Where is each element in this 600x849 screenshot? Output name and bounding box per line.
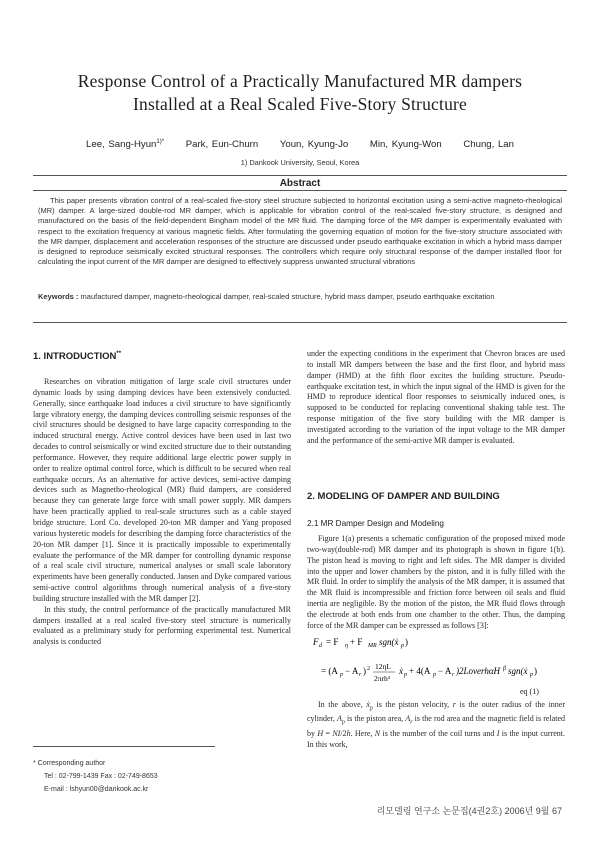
page-footer: 리모델링 연구소 논문집(4권2호) 2006년 9월 67 <box>376 806 562 816</box>
author: Youn, Kyung-Jo <box>279 139 349 151</box>
svg-text:): ) <box>363 666 366 676</box>
svg-text:MR: MR <box>368 643 377 649</box>
right-column <box>307 349 565 447</box>
svg-text:− A: − A <box>345 666 359 676</box>
author-list <box>0 139 600 150</box>
footnote-divider <box>33 746 215 747</box>
left-column <box>33 377 291 648</box>
svg-text:= (A: = (A <box>321 666 338 676</box>
footnote <box>33 757 158 796</box>
keywords-label: Keywords : <box>38 292 79 301</box>
svg-text:p: p <box>530 672 533 678</box>
divider <box>33 175 567 176</box>
svg-text:+ F: + F <box>350 637 363 647</box>
svg-text:)2LoverhαH: )2LoverhαH <box>456 666 501 676</box>
paragraph: In the above, ẋ$_p$ is the piston velocity, r is the outer radius of the inner cylinder, $A_p$ is the piston area, $A_r$ is the rod area and the magnetic field is related by H = NI/2h. Here, N is the number of the coil turns and I is the input current. In this work, <box>307 700 566 749</box>
svg-text:sgn(ẋ: sgn(ẋ <box>508 666 528 676</box>
svg-text:β: β <box>503 666 506 672</box>
footnote-line: Tel : 02-799-1439 Fax : 02-749-8653 <box>44 773 158 780</box>
svg-text:d: d <box>319 643 322 649</box>
svg-text:= F: = F <box>326 637 339 647</box>
abstract-heading: Abstract <box>279 178 321 189</box>
footnote-line: E-mail : lshyun00@dankook.ac.kr <box>44 786 149 793</box>
footnote-line: * Corresponding author <box>33 760 106 767</box>
svg-text:− A: − A <box>438 666 452 676</box>
divider <box>33 322 567 323</box>
subsection-heading: 2.1 MR Damper Design and Modeling <box>307 519 444 528</box>
section-heading: 1. INTRODUCTION** <box>33 351 122 363</box>
divider <box>33 190 567 191</box>
svg-text:sgn(ẋ: sgn(ẋ <box>379 637 399 647</box>
svg-text:p: p <box>433 672 436 678</box>
svg-text:+ 4(A: + 4(A <box>409 666 431 676</box>
svg-text:ẋ: ẋ <box>399 666 403 676</box>
paragraph: In this study, the control performance of the practically manufactured MR dampers installed at a real scaled five-story steel structure is numerically evaluated as a preliminary study for performing experimental test. Numerical analysis is conducted <box>33 604 291 647</box>
paper-title <box>0 70 600 116</box>
paragraph: under the expecting conditions in the experiment that Chevron braces are used to install MR dampers between the base and the first floor, and hybrid mass damper (HMD) at the fifth floor excites the building structure. Pseudo-earthquake excitation test, in which the input signal of the HMD is given for the HMD to reproduce identical floor responses to seismically induced ones, is supposed to be conducted for replacing conventional shaking table test. The response mitigation of the five story building with the MR damper is investigated according to the variation of the input voltage to the MR damper and the performance of the semi-active MR damper is evaluated. <box>307 349 565 445</box>
svg-text:): ) <box>534 666 537 676</box>
paragraph: Researches on vibration mitigation of large scale civil structures under dynamic loads by using damping devices have been extensively conducted. Generally, since earthquake load induces a civil structure to have significantly large vibratory energy, the damping devices controlling seismic responses of the civil structures should be designed to have large capacity corresponding to the induced structural energy. Active control devices have been used in last two decades to control seismically or wind excited structure due to their outstanding performance. However, they require additional large electric power supply in order to realize optimal control force, which is difficult to be secured when real earthquake occurs. As an alternative for active devices, semi-active damping devices such as Magnetho-rheological (MR) fluid dampers, are considered because they can generate large force with small power supply. MR dampers have been practically applied to real-scale structures such as a cable stayed bridge structure. Lord Co. developed 20-ton MR damper and Yang proposed various hysteretic models for describing the damping force characteristics of the 20-ton MR damper [1]. Since it is practically impossible to experimentally evaluate the performance of the MR damper for controlling dynamic response of a real scale civil structure, numerical analyses or small scale laboratory experiments have been generally conducted. Jansen and Dyke compared various semi-active control algorithms through numerical analysis of a five-story building structure installed with the MR damper [2]. <box>33 377 291 603</box>
svg-text:): ) <box>405 637 408 647</box>
author: Min, Kyung-Won <box>369 139 442 151</box>
svg-text:r: r <box>452 672 455 678</box>
author: Lee, Sang-Hyun$^{1)*}$ <box>86 139 165 151</box>
svg-text:η: η <box>345 643 348 649</box>
abstract-text: This paper presents vibration control of a real-scaled five-story steel structure subjected to horizontal excitation using a semi-active magneto-rheological (MR) damper. A large-sized double-rod MR damper, which is applicable for vibration control of the real-scaled five-story structure, is designed and manufactured on the basis of the field-dependent Bingham model of the MR fluid. The damping force of the MR damper is experimentally evaluated with respect to the excitation frequency at various magnetic fields. After formulating the governing equation of motion for the five-story structure associated with the MR damper, displacement and acceleration responses of the structure are discussed under pseudo earthquake excitation in which a hybrid mass damper is designed to reproduce seismically excited structural responses. The controllers which require only structural response of the damper installed floor for calculating the input current of the MR damper are designed to effectively suppress unwanted structural vibrations <box>38 196 562 267</box>
svg-text:12ηL: 12ηL <box>375 662 392 671</box>
paragraph: Figure 1(a) presents a schematic configuration of the proposed mixed mode two-way(double-rod) MR damper and its photograph is shown in figure 1(b). The piston head is moving to right and left sides. The MR damper is divided into the upper and lower chambers by the piston, and it is fully filled with the MR fluid. In order to simplify the analysis of the MR damper, it is assumed that the MR fluid is incompressible and friction force between oil seals and fluid inertia are negligible. By the motion of the piston, the MR fluid flows through the electrode at both ends from one chamber to the other. Thus, the damping force of the MR damper can be expressed as follows [3]: <box>307 534 565 630</box>
svg-text:r: r <box>359 672 362 678</box>
svg-text:2πrh³: 2πrh³ <box>374 674 391 683</box>
svg-text:2: 2 <box>367 666 370 672</box>
affiliation: 1) Dankook University, Seoul, Korea <box>240 158 360 167</box>
svg-text:F: F <box>313 637 319 647</box>
keywords-text: maufactured damper, magneto-rheological damper, real-scaled structure, hybrid mass damper, pseudo earthquake excitation <box>80 292 495 301</box>
title-line-2: Installed at a Real Scaled Five-Story Structure <box>132 94 468 114</box>
author: Chung, Lan <box>463 139 514 151</box>
svg-text:p: p <box>340 672 343 678</box>
title-line-1: Response Control of a Practically Manufactured MR dampers <box>77 71 523 91</box>
author: Park, Eun-Churn <box>185 139 259 151</box>
section-heading: 2. MODELING OF DAMPER AND BUILDING <box>307 491 500 502</box>
svg-text:p: p <box>401 643 404 649</box>
equation-number: eq (1) <box>520 687 539 696</box>
keywords <box>38 292 562 302</box>
svg-text:p: p <box>404 672 407 678</box>
